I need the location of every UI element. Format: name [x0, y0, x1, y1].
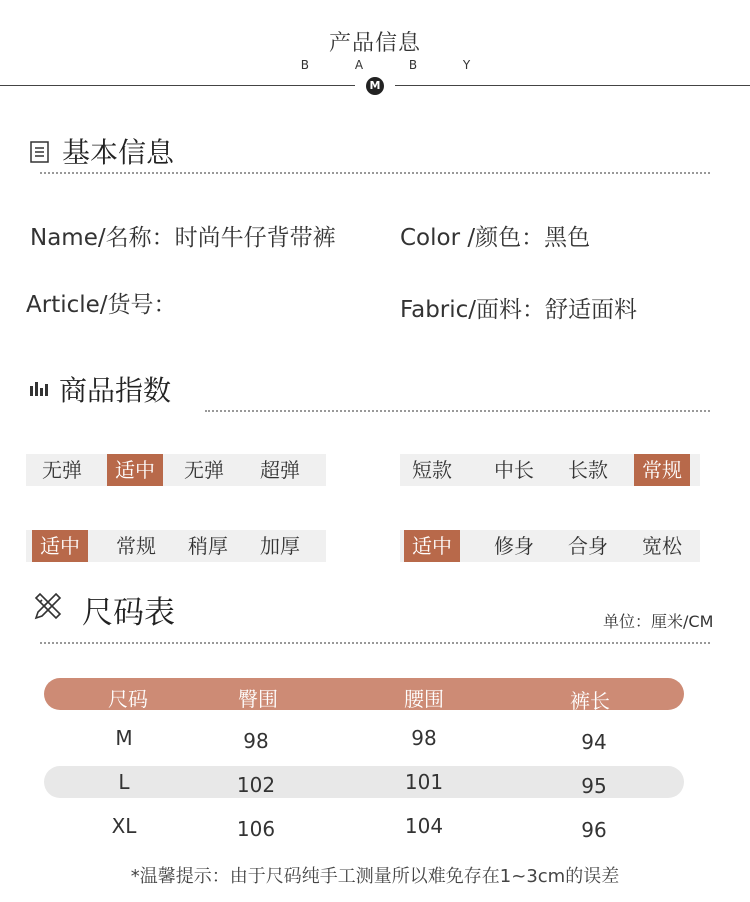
- tag-option-active: 适中: [404, 530, 460, 562]
- header-badge: M: [366, 77, 384, 95]
- tag-group-fit: [400, 530, 700, 562]
- table-cell: 102: [236, 773, 276, 797]
- tag-option-active: 适中: [32, 530, 88, 562]
- table-cell: 104: [404, 814, 444, 838]
- tag-option: 无弹: [184, 458, 224, 482]
- tag-group-elasticity: [26, 454, 326, 486]
- table-header-cell: 腰围: [404, 687, 444, 711]
- unit-label: 单位：厘米/CM: [603, 612, 714, 631]
- bar-chart-icon: [30, 380, 48, 400]
- tag-option: 超弹: [260, 458, 300, 482]
- tag-option: 合身: [568, 534, 608, 558]
- section-title-sizes: 尺码表: [82, 595, 175, 631]
- tag-option: 中长: [494, 458, 534, 482]
- table-cell: 106: [236, 817, 276, 841]
- tag-option: 短款: [412, 458, 452, 482]
- tag-option: 无弹: [42, 458, 82, 482]
- tag-option: 常规: [116, 534, 156, 558]
- table-cell: 98: [243, 729, 269, 753]
- page-title: 产品信息: [328, 31, 421, 56]
- section-divider: [40, 642, 710, 644]
- tag-option: 长款: [568, 458, 608, 482]
- table-cell: XL: [111, 814, 137, 838]
- tag-option: 稍厚: [188, 534, 228, 558]
- table-cell: L: [118, 770, 130, 794]
- table-header-cell: 尺码: [108, 687, 148, 711]
- tag-group-thickness: [26, 530, 326, 562]
- document-icon: [30, 141, 50, 167]
- section-title-basic: 基本信息: [62, 136, 175, 169]
- table-cell: 96: [581, 818, 607, 842]
- tag-group-length: [400, 454, 700, 486]
- tag-option: 加厚: [260, 534, 300, 558]
- ruler-pencil-icon: [32, 590, 64, 626]
- tag-option: 修身: [494, 534, 534, 558]
- product-fabric: Fabric/面料：舒适面料: [400, 297, 638, 323]
- product-article: Article/货号：: [26, 292, 177, 318]
- measurement-note: *温馨提示：由于尺码纯手工测量所以难免存在1~3cm的误差: [130, 866, 620, 887]
- table-cell: 101: [404, 770, 444, 794]
- product-name: Name/名称：时尚牛仔背带裤: [30, 225, 336, 251]
- table-cell: 98: [411, 726, 437, 750]
- tag-option: 宽松: [642, 534, 682, 558]
- tag-option-active: 适中: [107, 454, 163, 486]
- section-divider: [205, 410, 710, 412]
- section-title-index: 商品指数: [59, 374, 172, 407]
- section-divider: [40, 172, 710, 174]
- table-cell: 94: [581, 730, 607, 754]
- product-color: Color /颜色：黑色: [400, 225, 591, 251]
- table-cell: 95: [581, 774, 607, 798]
- table-header-cell: 臀围: [238, 687, 278, 711]
- tag-option-active: 常规: [634, 454, 690, 486]
- table-header-cell: 裤长: [570, 689, 610, 713]
- table-cell: M: [115, 726, 133, 750]
- page-subtitle: B A B Y: [300, 58, 492, 72]
